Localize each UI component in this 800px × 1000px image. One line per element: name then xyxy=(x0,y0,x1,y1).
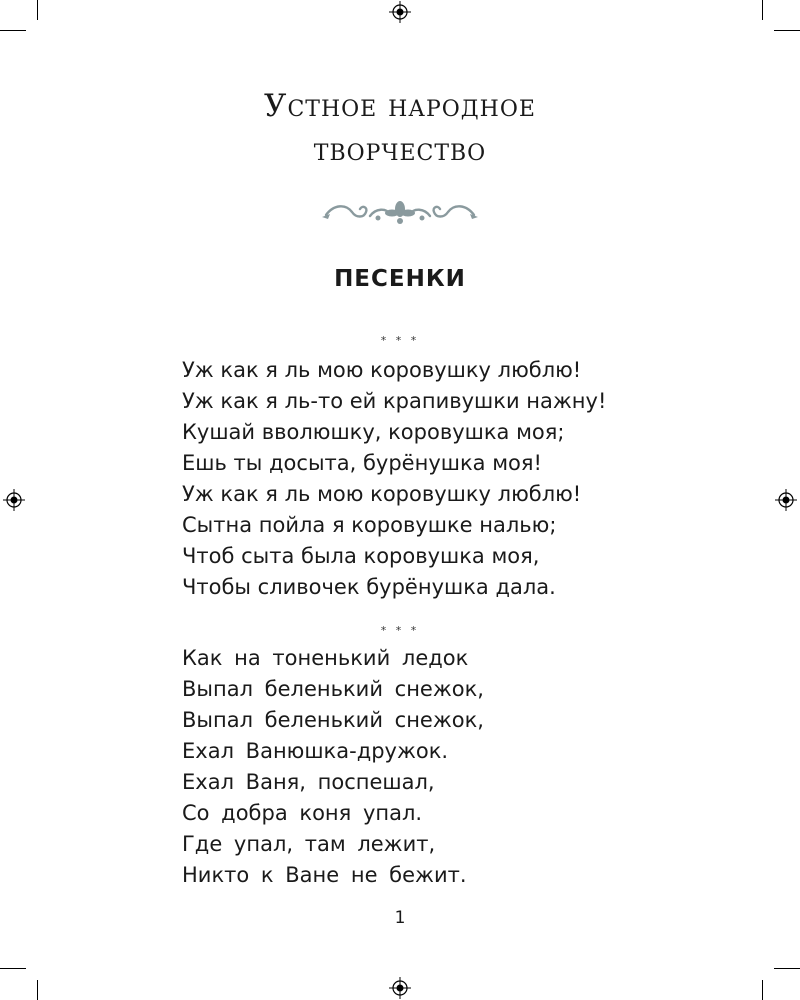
poem-line: Чтоб сыта была коровушка моя, xyxy=(182,544,540,568)
page-number: 1 xyxy=(394,908,406,928)
crosshair-icon xyxy=(389,977,411,999)
stanza-separator: * * * xyxy=(380,334,420,347)
poem-line: Чтобы сливочек бурёнушка дала. xyxy=(182,575,556,599)
poem-line: Ехал Ваня, поспешал, xyxy=(182,770,435,794)
poem-line: Выпал беленький снежок, xyxy=(182,677,484,701)
crop-mark-top-left-h xyxy=(0,30,26,31)
poem-line: Со добра коня упал. xyxy=(182,801,423,825)
poem-line: Сытна пойла я коровушке налью; xyxy=(182,513,557,537)
crop-mark-bottom-left-v xyxy=(37,980,38,1000)
section-title-line-2: творчество xyxy=(313,132,487,168)
crosshair-icon xyxy=(389,1,411,23)
poem-2 xyxy=(182,643,484,891)
poem-line: Уж как я ль-то ей крапивушки нажну! xyxy=(182,389,607,413)
crop-mark-top-right-v xyxy=(762,0,763,20)
crop-mark-top-left-v xyxy=(37,0,38,20)
floral-flourish-icon xyxy=(320,194,480,230)
poem-line: Кушай вволюшку, коровушка моя; xyxy=(182,420,565,444)
poem-line: Ешь ты досыта, бурёнушка моя! xyxy=(182,451,542,475)
crosshair-icon xyxy=(775,489,797,511)
poem-line: Ехал Ванюшка-дружок. xyxy=(182,739,449,763)
poem-line: Никто к Ване не бежит. xyxy=(182,863,467,887)
poem-line: Где упал, там лежит, xyxy=(182,832,436,856)
crop-mark-bottom-right-v xyxy=(762,980,763,1000)
poem-line: Как на тоненький ледок xyxy=(182,646,469,670)
stanza-separator: * * * xyxy=(380,624,420,637)
poem-line: Уж как я ль мою коровушку люблю! xyxy=(182,358,582,382)
crop-mark-top-right-h xyxy=(774,30,800,31)
section-title xyxy=(0,84,800,172)
poem-line: Уж как я ль мою коровушку люблю! xyxy=(182,482,582,506)
crop-mark-bottom-right-h xyxy=(774,968,800,969)
crop-mark-bottom-left-h xyxy=(0,968,26,969)
section-heading: ПЕСЕНКИ xyxy=(334,266,466,292)
poem-line: Выпал беленький снежок, xyxy=(182,708,484,732)
section-title-line-1: Устное народное xyxy=(264,88,536,124)
crosshair-icon xyxy=(3,489,25,511)
poem-1 xyxy=(182,355,606,603)
